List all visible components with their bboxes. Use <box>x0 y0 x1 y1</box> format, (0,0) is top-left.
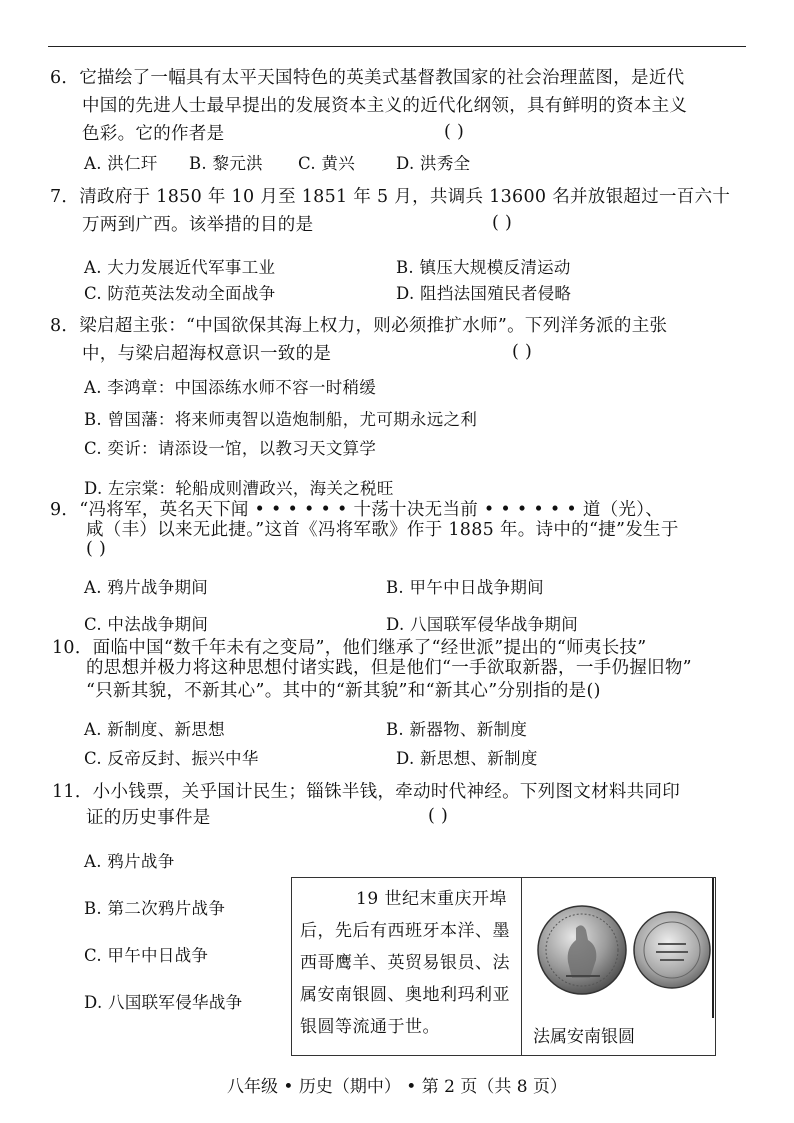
answer-paren: ( ) <box>428 806 449 826</box>
option-a: A. 新制度、新思想 <box>84 720 225 739</box>
question-10-line-2: 的思想并极力将这种思想付诸实践，但是他们“一手欲取新器，一手仍握旧物” <box>86 658 692 678</box>
option-a: A. 鸦片战争期间 <box>84 578 209 597</box>
material-divider <box>521 878 522 1055</box>
option-c: C. 防范英法发动全面战争 <box>84 284 276 303</box>
question-6-line-1: 6．它描绘了一幅具有太平天国特色的英美式基督教国家的社会治理蓝图，是近代 <box>50 68 685 88</box>
question-11-line-2: 证的历史事件是 <box>86 808 211 828</box>
question-8-line-2: 中，与梁启超海权意识一致的是 <box>82 344 332 364</box>
answer-paren: ( ) <box>444 122 465 142</box>
question-7-line-1: 7．清政府于 1850 年 10 月至 1851 年 5 月，共调兵 13600 名并放银超过一百六十 <box>50 187 731 207</box>
option-c: C. 甲午中日战争 <box>84 946 209 965</box>
question-9-line-1: 9．“冯将军，英名天下闻 • • • • • • 十荡十决无当前 • • • • • • 道（光）、 <box>50 500 664 520</box>
option-c: C. 黄兴 <box>298 154 356 173</box>
option-d: D. 左宗棠：轮船成则漕政兴，海关之税旺 <box>84 479 394 498</box>
option-d: D. 八国联军侵华战争 <box>84 993 243 1012</box>
question-11-line-1: 11．小小钱票，关乎国计民生；锱铢半钱，牵动时代神经。下列图文材料共同印 <box>52 782 681 802</box>
material-text-line-1: 19 世纪末重庆开埠 <box>356 889 508 909</box>
header-rule <box>48 46 746 47</box>
material-text-line-5: 银圆等流通于世。 <box>300 1017 440 1037</box>
question-9-line-2: 咸（丰）以来无此捷。”这首《冯将军歌》作于 1885 年。诗中的“捷”发生于 <box>86 520 679 540</box>
question-10-line-1: 10．面临中国“数千年未有之变局”，他们继承了“经世派”提出的“师夷长技” <box>52 638 647 658</box>
option-a: A. 大力发展近代军事工业 <box>84 258 276 277</box>
answer-paren: ( ) <box>492 213 513 233</box>
option-b: B. 曾国藩：将来师夷智以造炮制船，尤可期永远之利 <box>84 410 478 429</box>
answer-paren: ( ) <box>86 539 107 559</box>
option-c: C. 奕䜣：请添设一馆，以教习天文算学 <box>84 439 377 458</box>
option-a: A. 鸦片战争 <box>84 852 175 871</box>
material-text-line-2: 后，先后有西班牙本洋、墨 <box>300 921 510 941</box>
option-a: A. 洪仁玕 <box>84 154 158 173</box>
question-7-line-2: 万两到广西。该举措的目的是 <box>82 215 314 235</box>
option-d: D. 洪秀全 <box>396 154 471 173</box>
option-b: B. 新器物、新制度 <box>386 720 528 739</box>
option-b: B. 镇压大规模反清运动 <box>396 258 571 277</box>
option-c: C. 反帝反封、振兴中华 <box>84 749 259 768</box>
coin-reverse-image <box>632 904 712 996</box>
option-d: D. 新思想、新制度 <box>396 749 538 768</box>
material-text-line-4: 属安南银圆、奥地利玛利亚 <box>300 985 510 1005</box>
page-footer: 八年级 • 历史（期中） • 第 2 页（共 8 页） <box>227 1077 567 1097</box>
margin-mark <box>712 878 714 1018</box>
question-8-line-1: 8．梁启超主张：“中国欲保其海上权力，则必须推扩水师”。下列洋务派的主张 <box>50 316 668 336</box>
material-box <box>291 877 716 1056</box>
option-c: C. 中法战争期间 <box>84 615 209 634</box>
material-text-line-3: 西哥鹰羊、英贸易银员、法 <box>300 953 510 973</box>
question-6-line-2: 中国的先进人士最早提出的发展资本主义的近代化纲领，具有鲜明的资本主义 <box>82 96 688 116</box>
coin-obverse-image <box>536 904 628 996</box>
question-10-line-3: “只新其貌，不新其心”。其中的“新其貌”和“新其心”分别指的是() <box>86 681 601 701</box>
answer-paren: ( ) <box>512 342 533 362</box>
option-b: B. 甲午中日战争期间 <box>386 578 544 597</box>
option-d: D. 阻挡法国殖民者侵略 <box>396 284 572 303</box>
option-a: A. 李鸿章：中国添练水师不容一时稍缓 <box>84 378 377 397</box>
question-6-line-3: 色彩。它的作者是 <box>82 124 225 144</box>
option-b: B. 黎元洪 <box>189 154 263 173</box>
option-d: D. 八国联军侵华战争期间 <box>386 615 579 634</box>
option-b: B. 第二次鸦片战争 <box>84 899 226 918</box>
coin-caption: 法属安南银圆 <box>533 1027 635 1047</box>
